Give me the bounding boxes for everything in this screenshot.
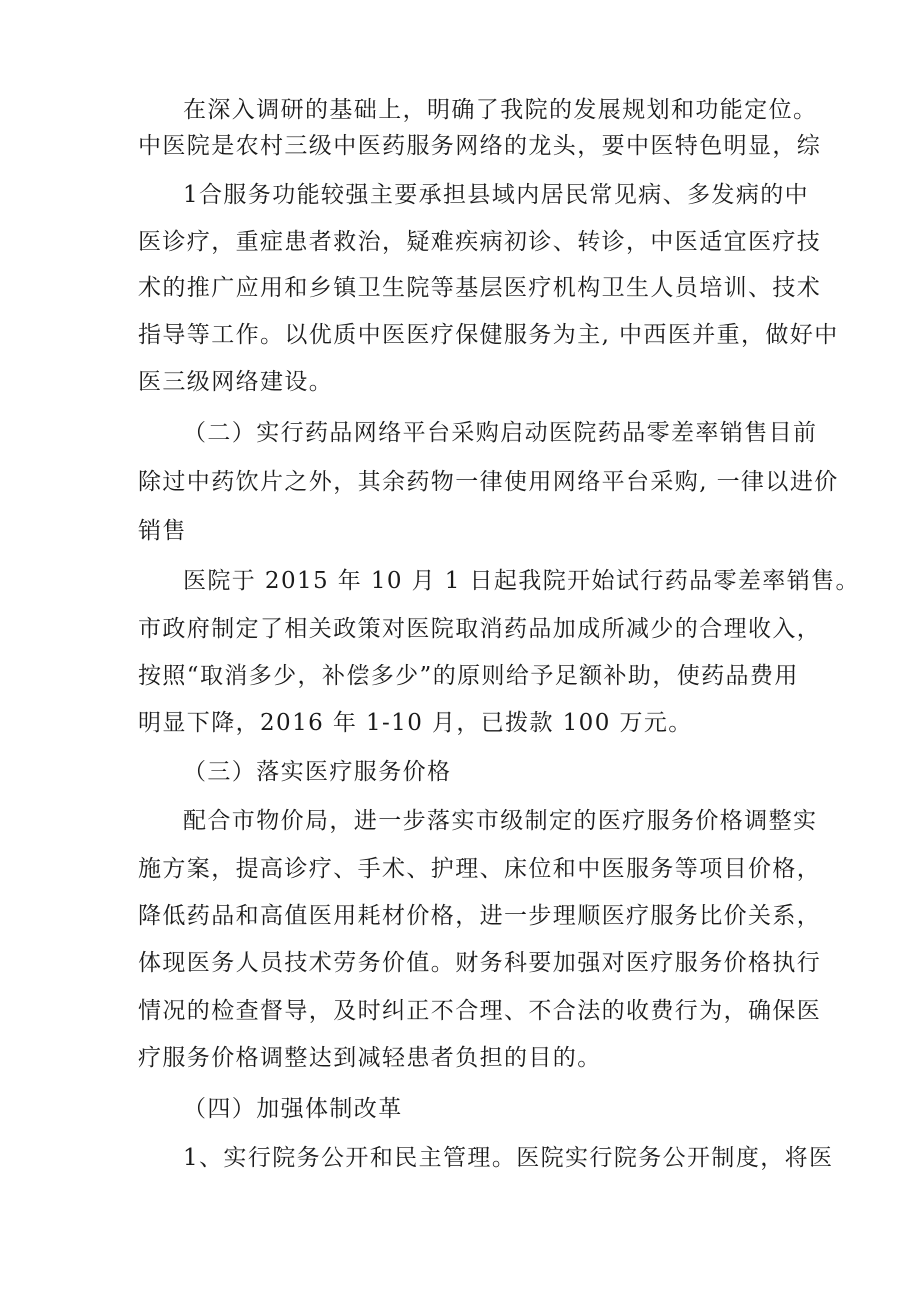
text-line: 降低药品和高值医用耗材价格，进一步理顺医疗服务比价关系，: [138, 903, 822, 929]
text-line: 除过中药饮片之外，其余药物一律使用网络平台采购, 一律以进价: [138, 469, 839, 495]
text-line: 明显下降，2016 年 1-10 月，已拨款 100 万元。: [138, 710, 693, 736]
text-line: 体现医务人员技术劳务价值。财务科要加强对医疗服务价格执行: [138, 950, 822, 976]
text-line: 施方案，提高诊疗、手术、护理、床位和中医服务等项目价格，: [138, 856, 822, 882]
text-line: 中医院是农村三级中医药服务网络的龙头，要中医特色明显，综: [138, 133, 822, 159]
text-line: 配合市物价局，进一步落实市级制定的医疗服务价格调整实: [183, 808, 818, 834]
section-heading: （三）落实医疗服务价格: [183, 759, 452, 785]
text-line: 医院于 2015 年 10 月 1 日起我院开始试行药品零差率销售。: [183, 568, 860, 594]
text-line: 销售: [138, 518, 187, 544]
section-heading: （二）实行药品网络平台采购启动医院药品零差率销售目前: [183, 420, 818, 446]
text-line: 医三级网络建设。: [138, 369, 334, 395]
text-line: 在深入调研的基础上，明确了我院的发展规划和功能定位。: [183, 97, 818, 123]
text-line: 市政府制定了相关政策对医院取消药品加成所减少的合理收入，: [138, 616, 822, 642]
text-line: 疗服务价格调整达到减轻患者负担的目的。: [138, 1045, 602, 1071]
text-line: 指导等工作。以优质中医医疗保健服务为主, 中西医并重，做好中: [138, 322, 839, 348]
text-line: 1合服务功能较强主要承担县域内居民常见病、多发病的中: [183, 182, 810, 208]
text-line: 1、实行院务公开和民主管理。医院实行院务公开制度，将医: [183, 1145, 834, 1171]
text-line: 术的推广应用和乡镇卫生院等基层医疗机构卫生人员培训、技术: [138, 275, 822, 301]
text-line: 情况的检查督导，及时纠正不合理、不合法的收费行为，确保医: [138, 998, 822, 1024]
section-heading: （四）加强体制改革: [183, 1096, 403, 1122]
text-line: 医诊疗，重症患者救治，疑难疾病初诊、转诊，中医适宜医疗技: [138, 229, 822, 255]
text-line: 按照“取消多少，补偿多少”的原则给予足额补助，使药品费用: [138, 663, 799, 689]
